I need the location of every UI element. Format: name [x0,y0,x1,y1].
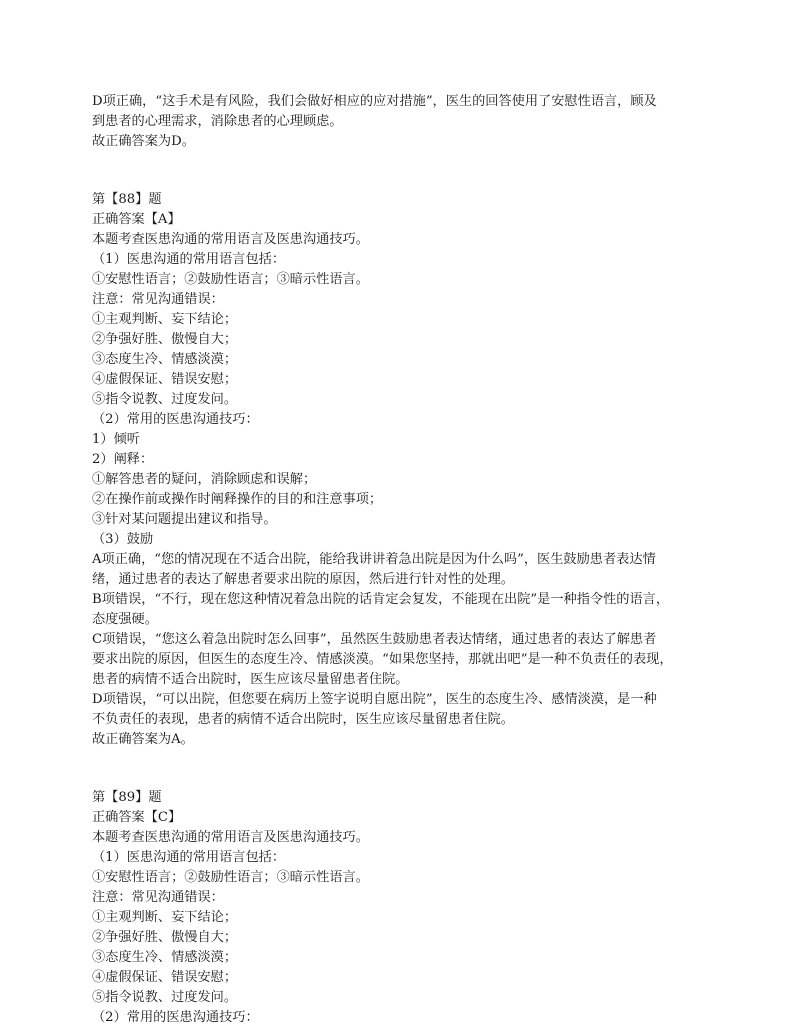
text-line: （1）医患沟通的常用语言包括： [92,252,286,267]
question-88-section [92,190,720,750]
text-line: ③针对某问题提出建议和指导。 [92,512,277,527]
text-line: 要求出院的原因，但医生的态度生冷、情感淡漠。“如果您坚持，那就出吧”是一种不负责任的表现， [92,652,673,667]
document-page [92,92,720,1028]
text-line: 态度强硬。 [92,612,158,627]
text-line: B项错误，“不行，现在您这种情况着急出院的话肯定会复发，不能现在出院”是一种指令性的语言， [92,592,670,607]
text-line: ②在操作前或操作时阐释操作的目的和注意事项； [92,492,383,507]
text-line: （3）鼓励 [92,532,154,547]
text-line: 本题考查医患沟通的常用语言及医患沟通技巧。 [92,830,369,845]
text-line: 1）倾听 [92,432,140,447]
text-line: 本题考查医患沟通的常用语言及医患沟通技巧。 [92,232,369,247]
text-line: ①解答患者的疑问，消除顾虑和误解； [92,472,317,487]
text-line: D项错误，“可以出院，但您要在病历上签字说明自愿出院”，医生的态度生冷、感情淡漠，是一种 [92,692,657,707]
text-line: 故正确答案为D。 [92,134,195,149]
text-line: ①安慰性语言；②鼓励性语言；③暗示性语言。 [92,870,369,885]
text-line: ②争强好胜、傲慢自大； [92,332,238,347]
question-89-answer: 正确答案【C】 [92,810,182,825]
question-89-section [92,788,720,1028]
question-89-title: 第【89】题 [92,790,162,805]
text-line: （2）常用的医患沟通技巧： [92,1010,259,1025]
text-line: A项正确，“您的情况现在不适合出院，能给我讲讲着急出院是因为什么吗”，医生鼓励患者表达情 [92,552,656,567]
text-line: ①主观判断、妄下结论； [92,312,238,327]
text-line: ④虚假保证、错误安慰； [92,970,238,985]
text-line: （2）常用的医患沟通技巧： [92,412,259,427]
text-line: C项错误，“您这么着急出院时怎么回事”，虽然医生鼓励患者表达情绪，通过患者的表达了解患者 [92,632,657,647]
question-88-answer: 正确答案【A】 [92,212,181,227]
text-line: ④虚假保证、错误安慰； [92,372,238,387]
text-line: 注意：常见沟通错误： [92,890,224,905]
text-line: 2）阐释： [92,452,154,467]
text-line: （1）医患沟通的常用语言包括： [92,850,286,865]
text-line: ②争强好胜、傲慢自大； [92,930,238,945]
text-line: 注意：常见沟通错误： [92,292,224,307]
text-line: ③态度生冷、情感淡漠； [92,352,238,367]
text-line: D项正确，“这手术是有风险，我们会做好相应的应对措施”，医生的回答使用了安慰性语言，顾及 [92,94,657,109]
text-line: ⑤指令说教、过度发问。 [92,990,238,1005]
text-line: 不负责任的表现，患者的病情不适合出院时，医生应该尽量留患者住院。 [92,712,514,727]
intro-section [92,92,720,152]
text-line: 故正确答案为A。 [92,732,194,747]
text-line: ①安慰性语言；②鼓励性语言；③暗示性语言。 [92,272,369,287]
text-line: 到患者的心理需求，消除患者的心理顾虑。 [92,114,343,129]
text-line: ①主观判断、妄下结论； [92,910,238,925]
text-line: 患者的病情不适合出院时，医生应该尽量留患者住院。 [92,672,409,687]
text-line: ③态度生冷、情感淡漠； [92,950,238,965]
question-88-title: 第【88】题 [92,192,162,207]
text-line: ⑤指令说教、过度发问。 [92,392,238,407]
text-line: 绪，通过患者的表达了解患者要求出院的原因，然后进行针对性的处理。 [92,572,514,587]
